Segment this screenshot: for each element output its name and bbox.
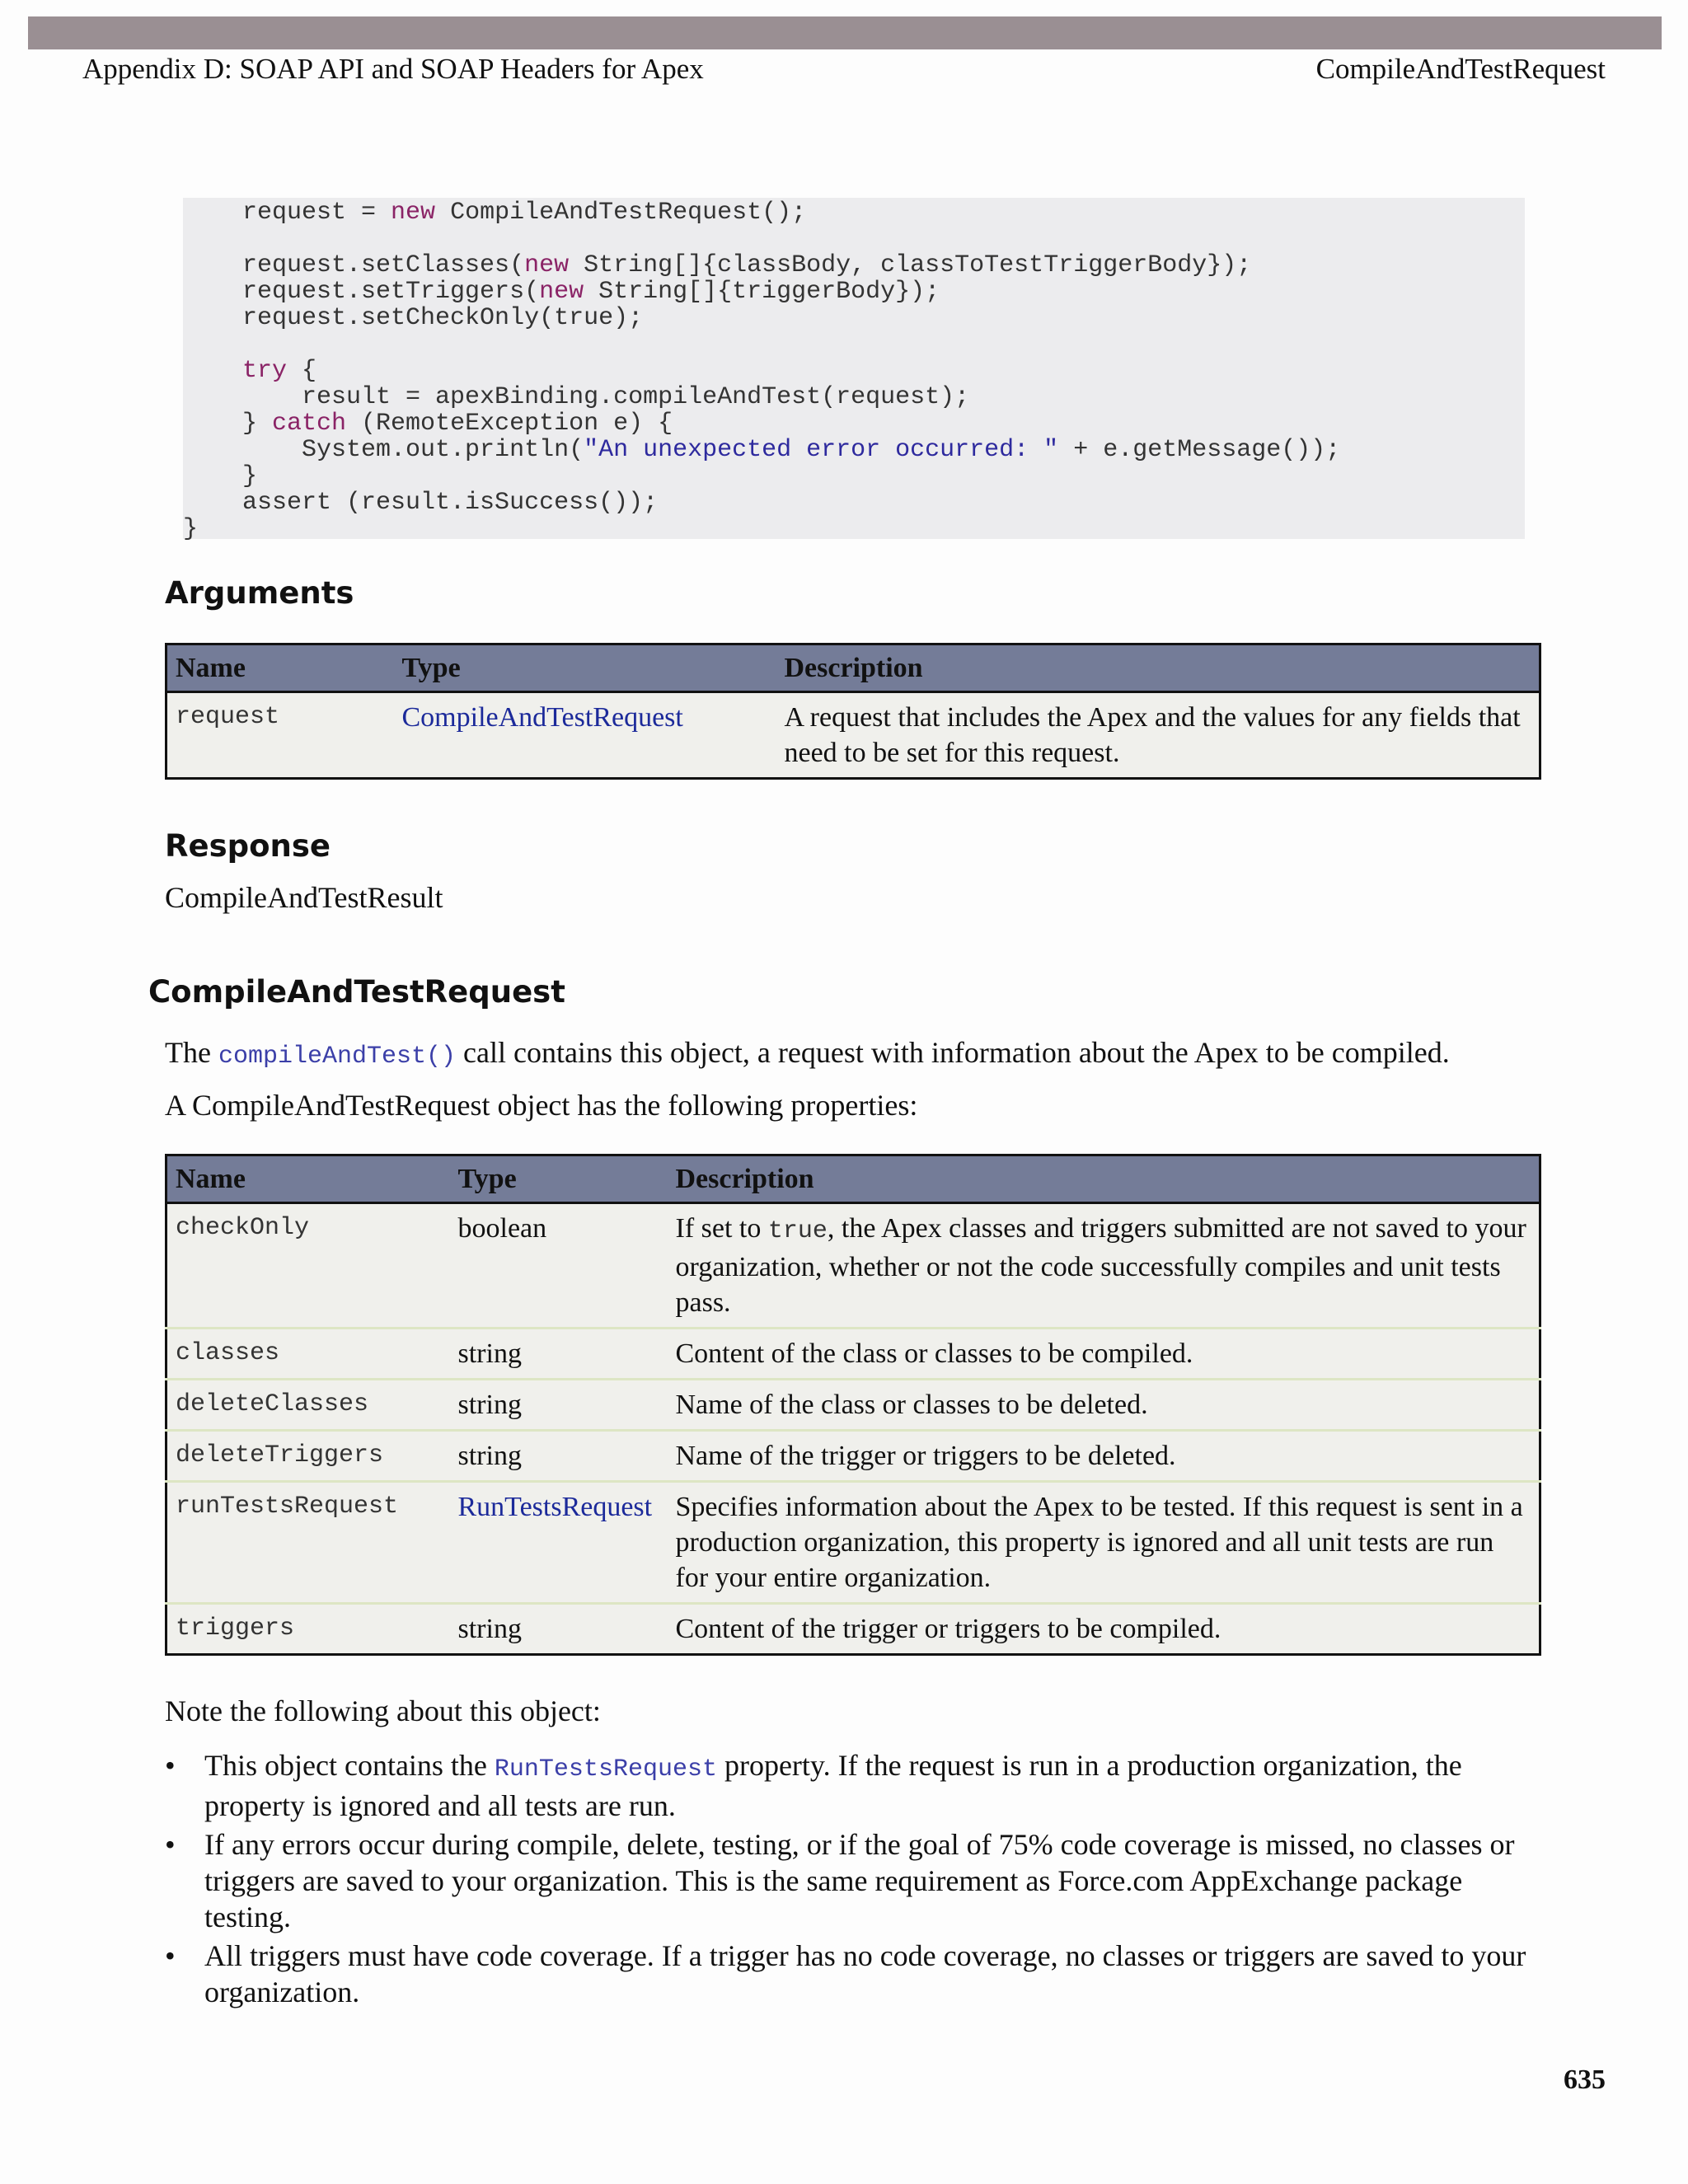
- prop-name: deleteClasses: [166, 1380, 450, 1431]
- code-line: [183, 358, 1340, 384]
- code-line: [183, 410, 1340, 437]
- code-line: [183, 305, 1340, 331]
- code-line: [183, 226, 1340, 252]
- arg-description: A request that includes the Apex and the values for any fields that need to be set for this request.: [776, 692, 1540, 779]
- prop-type: string: [450, 1604, 668, 1655]
- prop-name: deleteTriggers: [166, 1431, 450, 1482]
- code-token: System.out.println(: [183, 436, 584, 464]
- code-keyword: try: [242, 357, 288, 385]
- code-line: [183, 490, 1340, 516]
- bullet: •: [165, 1939, 176, 1972]
- column-header: Name: [166, 644, 394, 692]
- column-header: Type: [450, 1155, 668, 1203]
- table-row: [166, 1380, 1540, 1431]
- code-token: {: [287, 357, 317, 385]
- intro-text: The: [165, 1036, 218, 1069]
- header-bar: [28, 16, 1662, 49]
- object-intro: [165, 1035, 1450, 1071]
- arg-type-link[interactable]: CompileAndTestRequest: [401, 702, 683, 733]
- table-row: [166, 1329, 1540, 1380]
- code-line: [183, 199, 1340, 226]
- properties-table: [165, 1154, 1541, 1656]
- running-header-left: Appendix D: SOAP API and SOAP Headers for Apex: [82, 53, 704, 85]
- arguments-table: [165, 643, 1541, 780]
- code-keyword: new: [524, 251, 570, 279]
- code-token: (RemoteException e) {: [346, 410, 673, 438]
- code-token: request.setTriggers(: [183, 278, 540, 306]
- list-item: [165, 1938, 1543, 2010]
- bullet: •: [165, 1749, 176, 1782]
- prop-name: runTestsRequest: [166, 1482, 450, 1604]
- prop-description: Specifies information about the Apex to be tested. If this request is sent in a production organization, this property is ignored and all unit tests are run for your entire organization.: [668, 1482, 1540, 1604]
- code-keyword: catch: [272, 410, 347, 438]
- table-row: [166, 1203, 1540, 1329]
- prop-name: classes: [166, 1329, 450, 1380]
- desc-code: true: [767, 1217, 828, 1245]
- prop-type: [450, 1482, 668, 1604]
- object-heading: CompileAndTestRequest: [148, 974, 565, 1010]
- code-line: [183, 463, 1340, 490]
- table-header-row: [166, 1155, 1540, 1203]
- intro-text: call contains this object, a request with information about the Apex to be compiled.: [456, 1036, 1450, 1069]
- code-sample: [183, 198, 1525, 543]
- prop-name: checkOnly: [166, 1203, 450, 1329]
- table-row: [166, 1431, 1540, 1482]
- prop-type: string: [450, 1329, 668, 1380]
- code-token: assert (result.isSuccess());: [183, 489, 659, 517]
- response-heading: Response: [165, 828, 331, 864]
- code-line: [183, 279, 1340, 305]
- page-number: 635: [1564, 2064, 1606, 2095]
- code-token: String[]{triggerBody});: [584, 278, 940, 306]
- prop-type: string: [450, 1431, 668, 1482]
- run-tests-request-link[interactable]: RunTestsRequest: [457, 1492, 653, 1522]
- prop-name: triggers: [166, 1604, 450, 1655]
- code-token: }: [183, 462, 258, 490]
- running-header-right: CompileAndTestRequest: [1315, 53, 1606, 85]
- code-line: [183, 331, 1340, 358]
- desc-text: , the Apex classes and triggers submitted are not saved to your organization, whether or not the code successfully compiles and unit tests pass.: [675, 1213, 1526, 1318]
- run-tests-request-code-link[interactable]: RunTestsRequest: [494, 1755, 717, 1783]
- note-text: This object contains the: [204, 1749, 495, 1782]
- table-row: [166, 692, 1540, 779]
- code-token: String[]{classBody, classToTestTriggerBody});: [569, 251, 1252, 279]
- note-text: If any errors occur during compile, delete, testing, or if the goal of 75% code coverage is missed, no classes or triggers are saved to your organization. This is the same requirement as Force.com AppExchange package testing.: [204, 1828, 1515, 1933]
- list-item: [165, 1747, 1543, 1824]
- column-header: Description: [776, 644, 1540, 692]
- note-text: All triggers must have code coverage. If a trigger has no code coverage, no classes or triggers are saved to your organization.: [204, 1939, 1526, 2008]
- response-link[interactable]: CompileAndTestResult: [165, 881, 443, 914]
- code-line: [183, 252, 1340, 279]
- arg-name: request: [166, 692, 394, 779]
- code-string: "An unexpected error occurred: ": [584, 436, 1059, 464]
- desc-text: If set to: [675, 1213, 768, 1244]
- notes-list: [165, 1747, 1543, 2013]
- bullet: •: [165, 1828, 176, 1861]
- prop-type: string: [450, 1380, 668, 1431]
- prop-description: Name of the trigger or triggers to be deleted.: [668, 1431, 1540, 1482]
- arg-type: [394, 692, 776, 779]
- column-header: Type: [394, 644, 776, 692]
- prop-description: Content of the trigger or triggers to be compiled.: [668, 1604, 1540, 1655]
- code-token: }: [183, 410, 273, 438]
- code-token: CompileAndTestRequest();: [435, 199, 807, 227]
- code-keyword: new: [391, 199, 436, 227]
- prop-type: boolean: [450, 1203, 668, 1329]
- prop-description: Name of the class or classes to be deleted.: [668, 1380, 1540, 1431]
- properties-intro: A CompileAndTestRequest object has the following properties:: [165, 1089, 918, 1122]
- code-token: [183, 357, 242, 385]
- code-line: [183, 437, 1340, 463]
- prop-description: [668, 1203, 1540, 1329]
- column-header: Name: [166, 1155, 450, 1203]
- code-keyword: new: [539, 278, 584, 306]
- code-line: [183, 516, 1340, 542]
- code-token: request =: [183, 199, 392, 227]
- arguments-heading: Arguments: [165, 575, 354, 611]
- code-token: }: [183, 515, 199, 543]
- code-token: request.setCheckOnly(true);: [183, 304, 644, 332]
- code-token: result = apexBinding.compileAndTest(request);: [183, 383, 970, 411]
- prop-description: Content of the class or classes to be compiled.: [668, 1329, 1540, 1380]
- note-text: property. If the request is run in a production organization, the property is ignored and all tests are run.: [204, 1749, 1462, 1822]
- table-header-row: [166, 644, 1540, 692]
- code-text: [183, 199, 1340, 542]
- list-item: [165, 1826, 1543, 1935]
- compile-and-test-link[interactable]: compileAndTest(): [218, 1043, 457, 1071]
- column-header: Description: [668, 1155, 1540, 1203]
- code-token: request.setClasses(: [183, 251, 525, 279]
- code-token: + e.getMessage());: [1058, 436, 1341, 464]
- notes-intro: Note the following about this object:: [165, 1694, 601, 1727]
- code-line: [183, 384, 1340, 410]
- table-row: [166, 1482, 1540, 1604]
- table-row: [166, 1604, 1540, 1655]
